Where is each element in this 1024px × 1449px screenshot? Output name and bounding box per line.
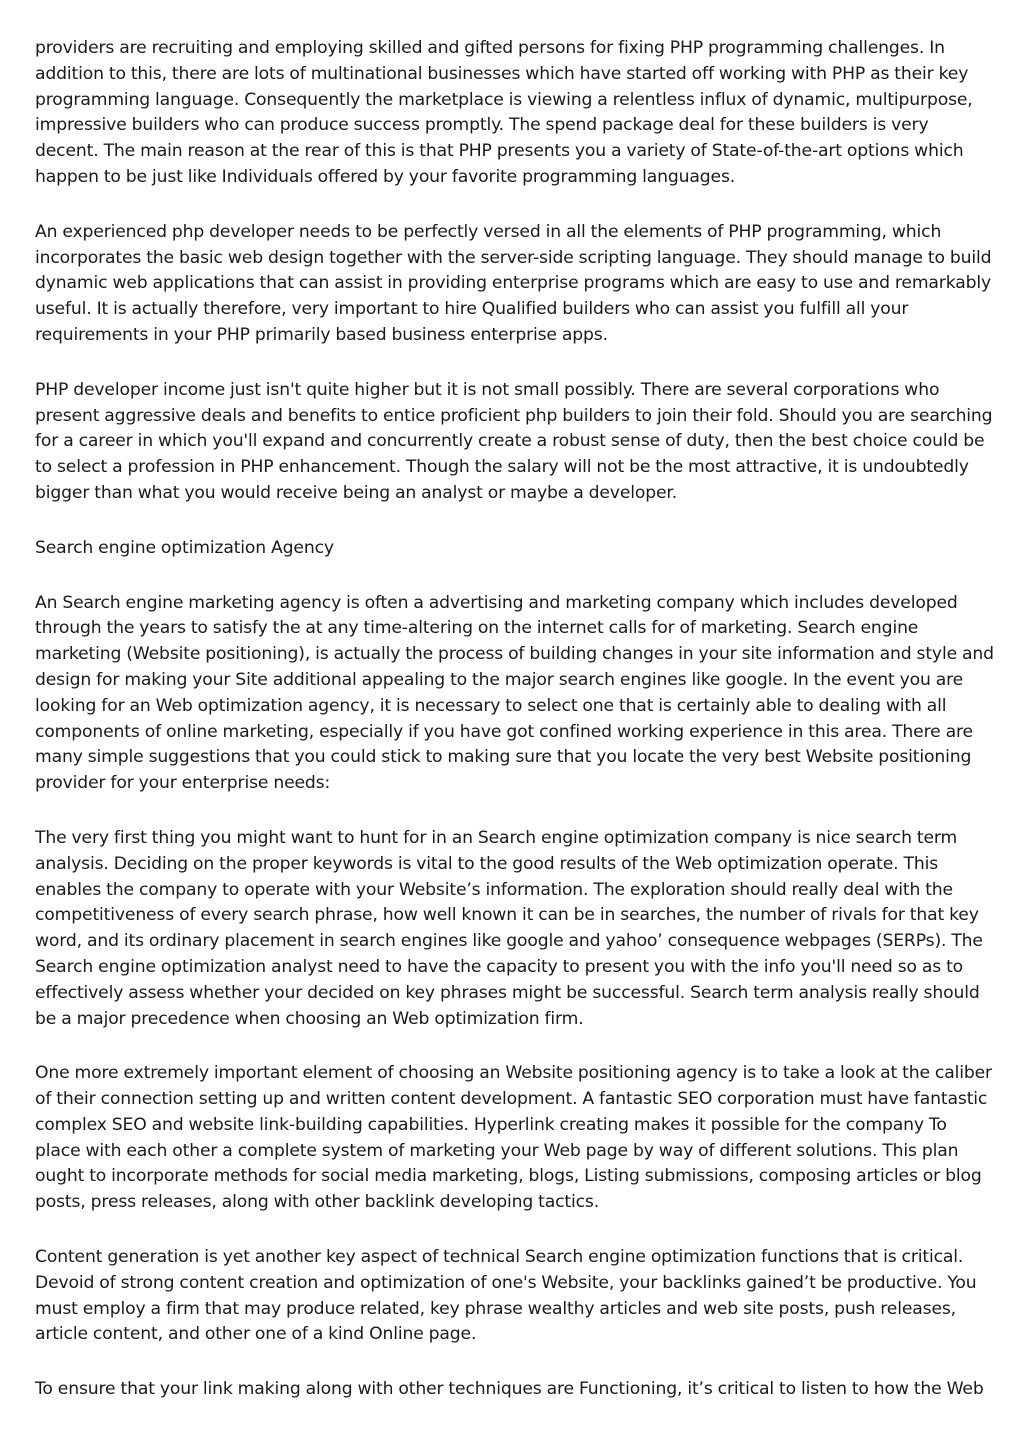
paragraph-php-providers: providers are recruiting and employing skilled and gifted persons for fixing PHP programming challenges. In addition to this, there are lots of multinational businesses which have started off working with PHP as their key programming language. Consequently the marketplace is viewing a relentless influx of dynamic, multipurpose, impressive builders who can produce success promptly. The spend package deal for these builders is very decent. The main reason at the rear of this is that PHP presents you a variety of State-of-the-art options which happen to be just like Individuals offered by your favorite programming languages.	[35, 38, 973, 187]
paragraph-experienced-developer: An experienced php developer needs to be perfectly versed in all the elements of PHP programming, which incorporates the basic web design together with the server-side scripting language. They should manage to build dynamic web applications that can assist in providing enterprise programs which are easy to use and remarkably useful. It is actually therefore, very important to hire Qualified builders who can assist you fulfill all your requirements in your PHP primarily based business enterprise apps.	[35, 221, 992, 345]
paragraph-seo-agency-intro: An Search engine marketing agency is often a advertising and marketing company which includes developed through the years to satisfy the at any time-altering on the internet calls for of marketing. Search engine marketing (Website positioning), is actually the process of building changes in your site information and style and design for making your Site additional appealing to the major search engines like google. In the event you are looking for an Web optimization agency, it is necessary to select one that is certainly able to dealing with all components of online marketing, especially if you have got confined working experience in this area. There are many simple suggestions that you could stick to making sure that you locate the very best Website positioning provider for your enterprise needs:	[35, 592, 994, 794]
paragraph-content-generation: Content generation is yet another key aspect of technical Search engine optimization functions that is critical. Devoid of strong content creation and optimization of one's Website, your backlinks gained’t be productive. You must employ a firm that may produce related, key phrase wealthy articles and web site posts, push releases, article content, and other one of a kind Online page.	[35, 1247, 977, 1345]
paragraph-keyword-analysis: The very first thing you might want to hunt for in an Search engine optimization company is nice search term analysis. Deciding on the proper keywords is vital to the good results of the Web optimization operate. This enables the company to operate with your Website’s information. The exploration should really deal with the competitiveness of every search phrase, how well known it can be in searches, the number of rivals for that key word, and its ordinary placement in search engines like google and yahoo’ consequence webpages (SERPs). The Search engine optimization analyst need to have the capacity to present you with the info you'll need so as to effectively assess whether your decided on key phrases might be successful. Search term analysis really should be a major precedence when choosing an Web optimization firm.	[35, 827, 983, 1029]
paragraph-link-building: One more extremely important element of choosing an Website positioning agency is to take a look at the caliber of their connection setting up and written content development. A fantastic SEO corporation must have fantastic complex SEO and website link-building capabilities. Hyperlink creating makes it possible for the company To place with each other a complete system of marketing your Web page by way of different solutions. This plan ought to incorporate methods for social media marketing, blogs, Listing submissions, composing articles or blog posts, press releases, along with other backlink developing tactics.	[35, 1063, 992, 1213]
paragraph-link-monitoring: To ensure that your link making along with other techniques are Functioning, it’s critical to listen to how the Web	[35, 1379, 984, 1400]
section-heading-seo-agency: Search engine optimization Agency	[35, 537, 334, 558]
paragraph-developer-income: PHP developer income just isn't quite higher but it is not small possibly. There are several corporations who present aggressive deals and benefits to entice proficient php builders to join their fold. Should you are searching for a career in which you'll expand and concurrently create a robust sense of duty, then the best choice could be to select a profession in PHP enhancement. Though the salary will not be the most attractive, it is undoubtedly bigger than what you would receive being an analyst or maybe a developer.	[35, 379, 993, 503]
document-page	[35, 36, 995, 1403]
